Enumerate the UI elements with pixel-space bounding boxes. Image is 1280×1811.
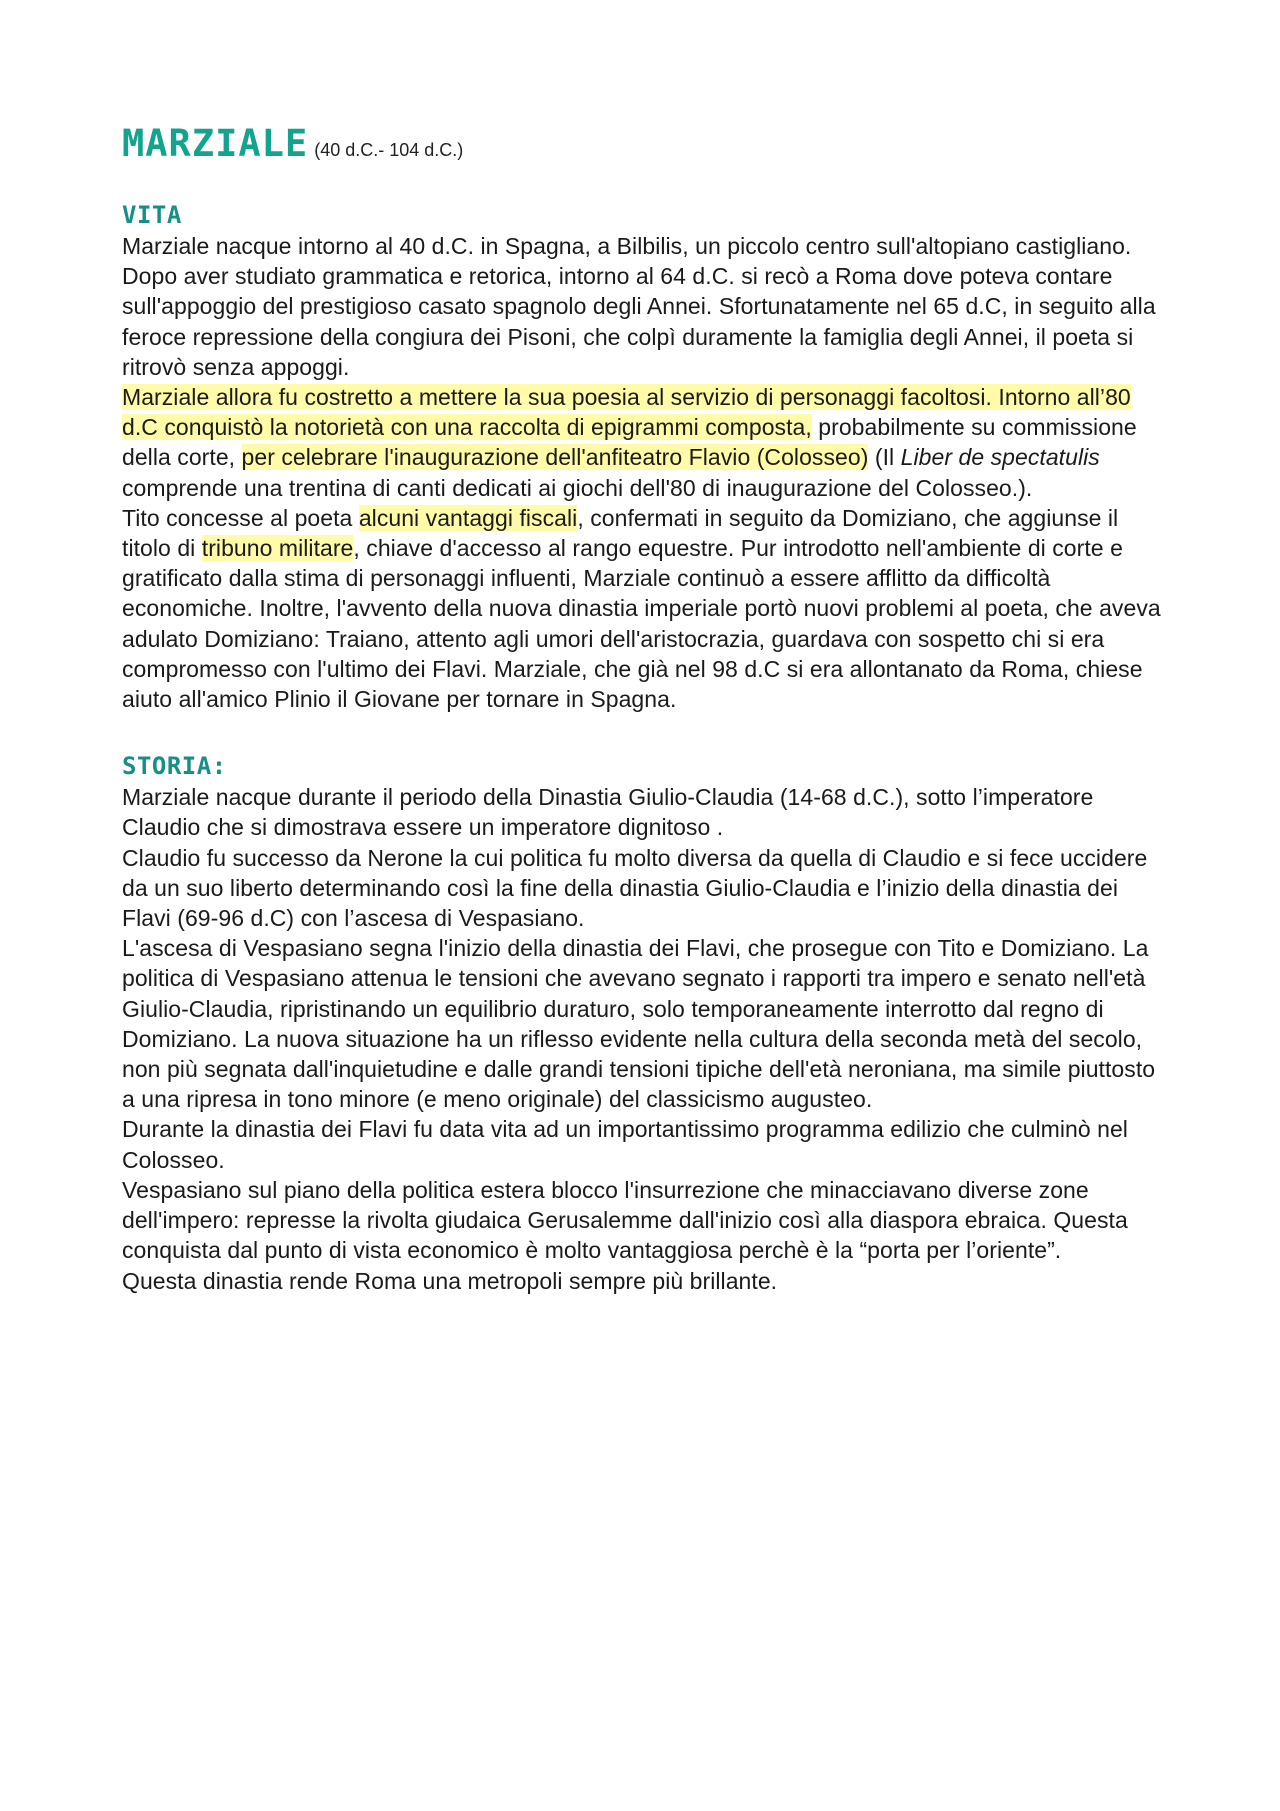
storia-paragraph: L'ascesa di Vespasiano segna l'inizio della dinastia dei Flavi, che prosegue con Tito e Domiziano. La politica di Vespasiano attenua le tensioni che avevano segnato i rapporti tra impero e senato nell'età Giulio-Claudia, ripristinando un equilibrio duraturo, solo temporaneamente interrotto dal regno di Domiziano. La nuova situazione ha un riflesso evidente nella cultura della seconda metà del secolo, non più segnata dall'inquietudine e dalle grandi tensioni tipiche dell'età neroniana, ma simile piuttosto a una ripresa in tono minore (e meno originale) del classicismo augusteo. [122,935,1156,1113]
storia-paragraph: Claudio fu successo da Nerone la cui politica fu molto diversa da quella di Claudio e si fece uccidere da un suo liberto determinando così la fine della dinastia Giulio-Claudia e l’inizio della dinastia dei Flavi (69-96 d.C) con l’ascesa di Vespasiano. [122,844,1148,932]
paragraph-text: (Il [868,444,901,471]
paragraph-text: probabilmente su commissione della corte, [122,414,1137,471]
italic-title: Liber de spectatulis [900,444,1100,471]
section-spacer [122,714,1172,752]
paragraph-text: comprende una trentina di canti dedicati ai giochi dell'80 di inaugurazione del Colosseo.). [122,474,1033,501]
document-page [122,122,1172,1296]
highlight-text: per celebrare l'inaugurazione dell'anfiteatro Flavio (Colosseo) [241,444,869,471]
highlight-text: alcuni vantaggi fiscali [358,504,578,531]
section-heading-storia: STORIA: [122,752,227,781]
highlight-text: tribuno militare [201,535,354,562]
storia-paragraph: Questa dinastia rende Roma una metropoli sempre più brillante. [122,1267,778,1294]
section-heading-vita: VITA [122,201,182,229]
paragraph-text: Tito concesse al poeta [122,504,359,531]
vita-paragraph-1: Marziale nacque intorno al 40 d.C. in Spagna, a Bilbilis, un piccolo centro sull'altopiano castigliano. Dopo aver studiato grammatica e retorica, intorno al 64 d.C. si recò a Roma dove poteva contare sull'appoggio del prestigioso casato spagnolo degli Annei. Sfortunatamente nel 65 d.C, in seguito alla feroce repressione della congiura dei Pisoni, che colpì duramente la famiglia degli Annei, il poeta si ritrovò senza appoggi. [122,233,1156,380]
highlight-text: Marziale allora fu costretto a mettere la sua poesia al servizio di personaggi facoltosi. Intorno all’80 d.C conquistò la notorietà con una raccolta di epigrammi composta, [122,384,1131,441]
storia-paragraph: Durante la dinastia dei Flavi fu data vita ad un importantissimo programma edilizio che culminò nel Colosseo. [122,1116,1128,1173]
vita-paragraph-2 [122,382,1172,503]
storia-paragraph: Vespasiano sul piano della politica estera blocco l'insurrezione che minacciavano diverse zone dell'impero: represse la rivolta giudaica Gerusalemme dall'inizio così alla diaspora ebraica. Questa conquista dal punto di vista economico è molto vantaggiosa perchè è la “porta per l’oriente”. [122,1176,1128,1264]
storia-paragraph: Marziale nacque durante il periodo della Dinastia Giulio-Claudia (14-68 d.C.), sotto l’imperatore Claudio che si dimostrava essere un imperatore dignitoso . [122,784,1094,841]
page-title: MARZIALE [122,122,309,165]
title-dates: (40 d.C.- 104 d.C.) [314,140,464,160]
vita-paragraph-3 [122,503,1172,714]
paragraph-text: , chiave d'accesso al rango equestre. Pur introdotto nell'ambiente di corte e gratificato dalla stima di personaggi influenti, Marziale continuò a essere afflitto da difficoltà economiche. Inoltre, l'avvento della nuova dinastia imperiale portò nuovi problemi al poeta, che aveva adulato Domiziano: Traiano, attento agli umori dell'aristocrazia, guardava con sospetto chi si era compromesso con l'ultimo dei Flavi. Marziale, che già nel 98 d.C si era allontanato da Roma, chiese aiuto all'amico Plinio il Giovane per tornare in Spagna. [122,535,1161,713]
title-row [122,122,1172,165]
paragraph-text: , confermati in seguito da Domiziano, che aggiunse il titolo di [122,504,1119,562]
